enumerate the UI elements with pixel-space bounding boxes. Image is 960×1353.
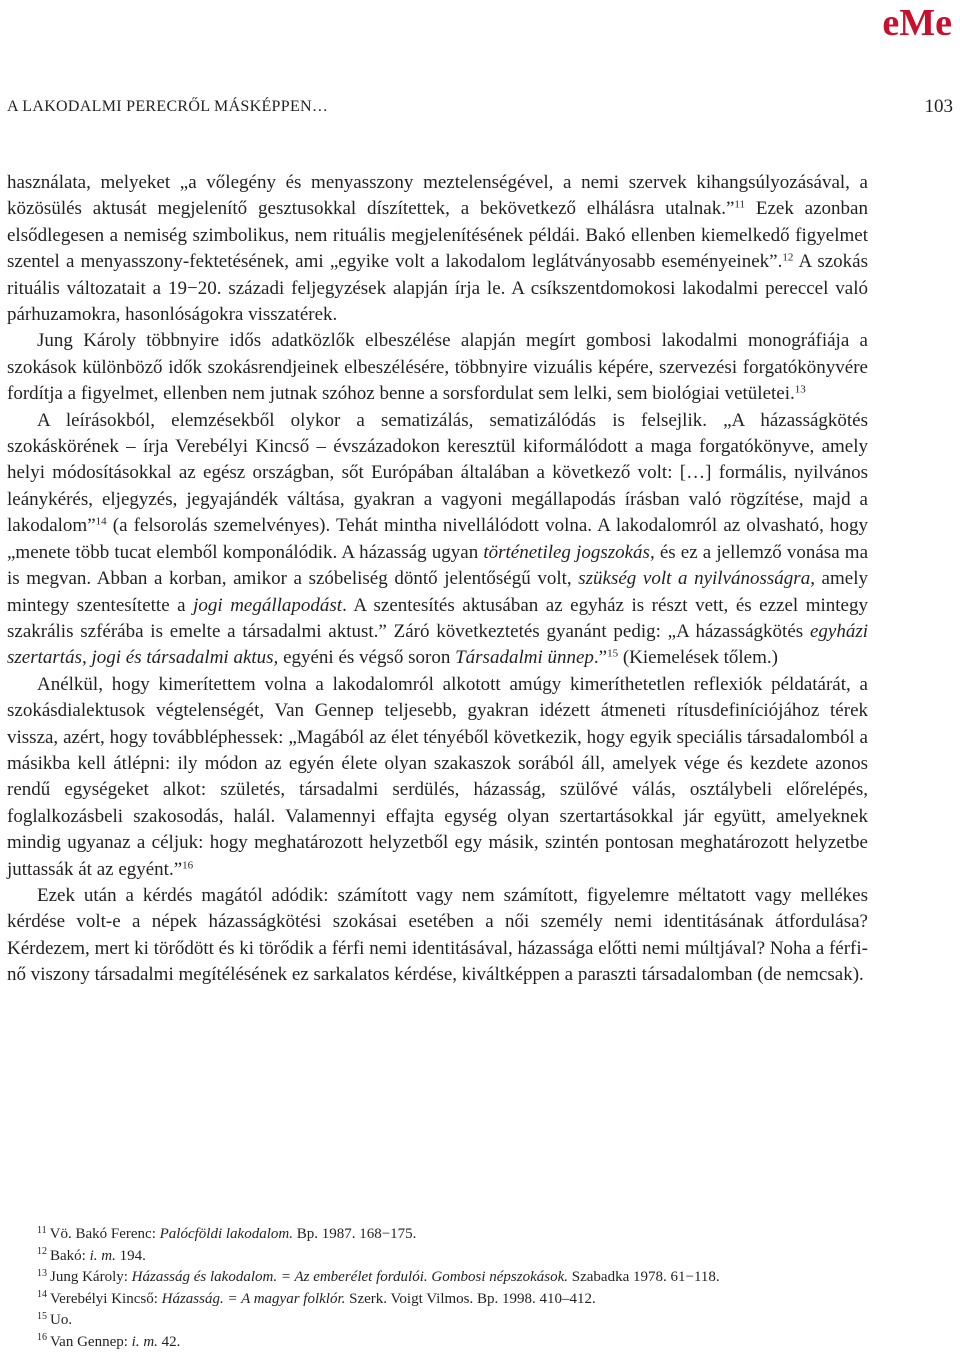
italic-text: Házasság és lakodalom. = Az emberélet fordulói. Gombosi népszokások.	[132, 1269, 568, 1285]
text-run: Vö. Bakó Ferenc:	[50, 1226, 160, 1242]
footnote	[37, 1332, 877, 1353]
text-run: .”	[594, 647, 607, 668]
text-run: Ezek után a kérdés magától adódik: számított vagy nem számított, figyelemre méltatott vagy mellékes kérdése volt-e a népek házasságkötési szokásai esetében a női személy nemi identitásának átfordulása? Kérdezem, mert ki törődött és ki törődik a férfi nemi identitásával, házassága előtti nemi múltjával? Noha a férfi-nő viszony társadalmi megítélésének ez sarkalatos kérdése, kiváltképpen a paraszti társadalomban (de nemcsak).	[7, 885, 868, 985]
main-text	[7, 170, 868, 989]
footnotes	[37, 1224, 877, 1353]
text-run: A leírásokból, elemzésekből olykor a sematizálás, sematizálódás is felsejlik. „A házasságkötés szokáskörének – írja Verebélyi Kincső – évszázadokon keresztül kiformálódott a maga forgatókönyve, amely helyi módosításokkal az egész országban, sőt Európában általában a következő volt: […] formális, nyilvános leánykérés, eljegyzés, jegyajándék váltása, gyakran a vagyoni megállapodás írásban való rögzítése, majd a lakodalom”	[7, 410, 868, 537]
text-run: Szerk. Voigt Vilmos. Bp. 1998. 410–412.	[345, 1291, 595, 1307]
text-run: Uo.	[50, 1312, 72, 1328]
italic-text: Házasság. = A magyar folklór.	[162, 1291, 346, 1307]
footnote-number: 12	[37, 1246, 47, 1257]
text-run: (Kiemelések tőlem.)	[618, 647, 778, 668]
paragraph	[7, 170, 868, 328]
text-run: . A szentesítés aktusában az egyház is részt vett, és ezzel mintegy szakrális szférába is emelte a társadalmi aktust.” Záró következtetés gyanánt pedig: „A házasságkötés	[7, 595, 868, 642]
journal-logo	[882, 4, 952, 42]
text-run: Verebélyi Kincső:	[50, 1291, 162, 1307]
italic-text: Palócföldi lakodalom.	[160, 1226, 293, 1242]
text-run: Ezek azonban elsődlegesen a nemiség szimbolikus, nem rituális megjelenítésének példái. Bakó ellenben kiemelkedő figyelmet szentel a menyasszony-fektetésének, ami „egyike volt a lakodalom leglátványosabb eseményeinek”.	[7, 198, 868, 272]
text-run: Anélkül, hogy kimerítettem volna a lakodalomról alkotott amúgy kimeríthetetlen reflexiók példatárát, a szokásdialektusok végtelenségét, Van Gennep teljesebb, gyakran idézett átmeneti rítusdefiníciójához térek vissza, azért, hogy továbbléphessek: „Magából az élet tényéből következik, hogy egyik speciális társadalomból a másikba kell átlépni: ily módon az egyén élete olyan szakaszok sorából áll, amelyek vége és kezdete azonos rendű egységeket alkot: születés, társadalmi serdülés, házasság, szülővé válás, osztálybeli előrelépés, foglalkozásbeli szakosodás, halál. Valamennyi effajta egység olyan szertartásokkal jár együtt, amelyeknek mindig ugyanaz a céljuk: hogy meghatározott helyzetből egy másik, szintén pontosan meghatározott helyzetbe juttassák át az egyént.”	[7, 674, 868, 880]
footnote-number: 14	[37, 1289, 47, 1300]
footnote	[37, 1289, 877, 1311]
text-run: Van Gennep:	[50, 1334, 132, 1350]
footnote	[37, 1224, 877, 1246]
footnote-number: 16	[37, 1332, 47, 1343]
journal-logo-text: eMe	[882, 2, 952, 44]
text-run: egyéni és végső soron	[278, 647, 455, 668]
text-run: , és ez a jellemző vonása ma is megvan. Abban a korban, amikor a szóbeliség döntő jelentőségű volt,	[7, 542, 868, 589]
text-run: Bakó:	[50, 1248, 90, 1264]
text-run: A szokás rituális változatait a 19−20. századi feljegyzések alapján írja le. A csíkszentdomokosi lakodalmi pereccel való párhuzamokra, hasonlóságokra visszatérek.	[7, 251, 868, 325]
italic-text: Társadalmi ünnep	[455, 647, 594, 668]
footnote-reference[interactable]: 16	[182, 859, 193, 871]
text-run: , amely mintegy szentesítette a	[7, 568, 868, 615]
text-run: 42.	[158, 1334, 181, 1350]
footnote-number: 13	[37, 1268, 47, 1279]
footnote-reference[interactable]: 11	[734, 199, 745, 211]
footnote-reference[interactable]: 12	[782, 252, 793, 264]
footnote-reference[interactable]: 14	[96, 516, 107, 528]
footnote-number: 15	[37, 1311, 47, 1322]
page-number: 103	[925, 96, 954, 118]
italic-text: i. m.	[90, 1248, 116, 1264]
text-run: Bp. 1987. 168−175.	[293, 1226, 416, 1242]
italic-text: jogi megállapodást	[193, 595, 342, 616]
footnote-reference[interactable]: 15	[607, 648, 618, 660]
paragraph	[7, 672, 868, 883]
text-run: 194.	[116, 1248, 146, 1264]
footnote	[37, 1246, 877, 1268]
text-run: Jung Károly:	[50, 1269, 132, 1285]
italic-text: egyházi szertartás, jogi és társadalmi aktus,	[7, 621, 868, 668]
footnote-reference[interactable]: 13	[795, 384, 806, 396]
italic-text: történetileg jogszokás	[483, 542, 650, 563]
paragraph	[7, 408, 868, 672]
paragraph	[7, 328, 868, 407]
footnote	[37, 1267, 877, 1289]
italic-text: szükség volt a nyilvánosságra	[578, 568, 810, 589]
italic-text: i. m.	[132, 1334, 158, 1350]
paragraph	[7, 883, 868, 989]
text-run: használata, melyeket „a vőlegény és menyasszony meztelenségével, a nemi szervek kihangsúlyozásával, a közösülés aktusát megjelenítő gesztusokkal díszítettek, a bekövetkező elhálásra utalnak.”	[7, 172, 868, 219]
text-run: Szabadka 1978. 61−118.	[568, 1269, 720, 1285]
footnote	[37, 1310, 877, 1332]
text-run: (a felsorolás szemelvényes). Tehát mintha nivellálódott volna. A lakodalomról az olvasható, hogy „menete több tucat elemből komponálódik. A házasság ugyan	[7, 515, 868, 562]
running-head	[7, 96, 953, 122]
text-run: Jung Károly többnyire idős adatközlők elbeszélése alapján megírt gombosi lakodalmi monográfiája a szokások különböző idők szokásrendjeinek elbeszélésére, többnyire vizuális képére, szervezési forgatókönyvére fordítja a figyelmet, ellenben nem jutnak szóhoz benne a sorsfordulat sem lelki, sem biológiai vetületei.	[7, 330, 868, 404]
footnote-number: 11	[37, 1225, 47, 1236]
running-title: A LAKODALMI PERECRŐL MÁSKÉPPEN…	[7, 98, 328, 116]
